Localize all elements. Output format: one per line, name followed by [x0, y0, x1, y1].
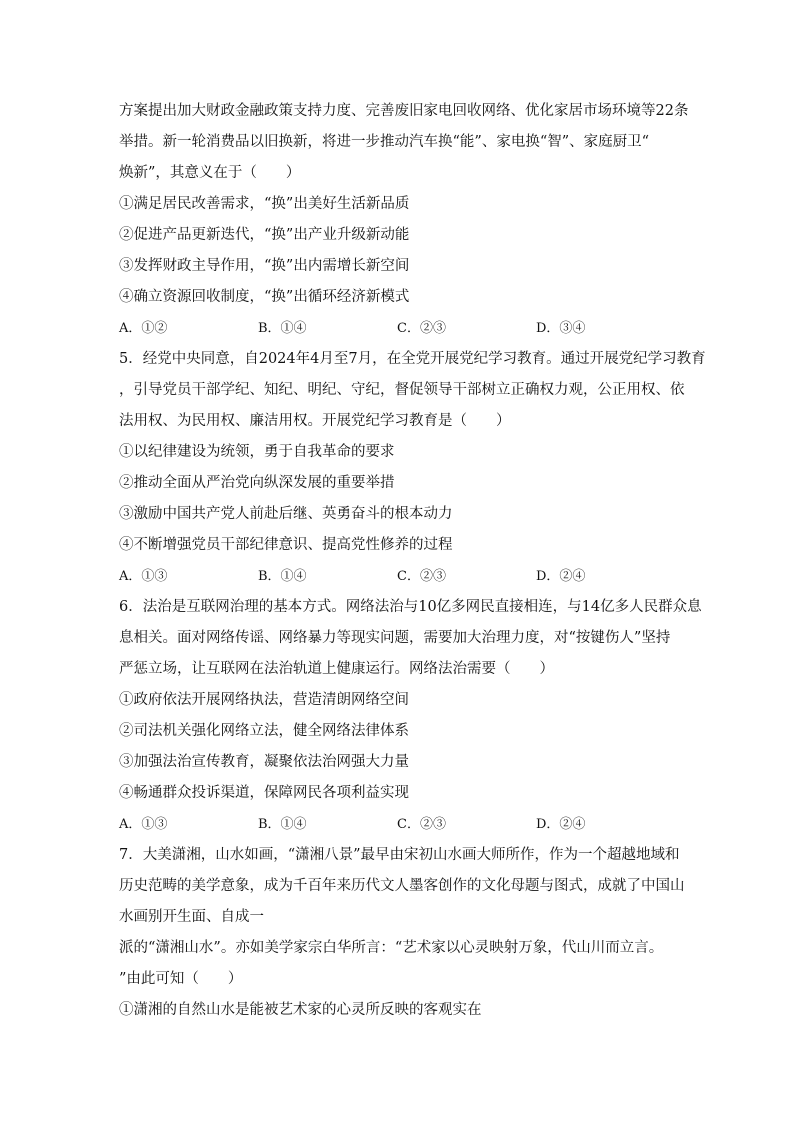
option-a: A．①③: [119, 817, 168, 832]
question-stem-line: 7．大美潇湘，山水如画，“潇湘八景”最早由宋初山水画大师所作，作为一个超越地域和: [119, 847, 680, 863]
statement-2: ②司法机关强化网络立法，健全网络法律体系: [119, 723, 409, 739]
question-5: [119, 344, 706, 592]
question-6: [119, 592, 702, 840]
answer-options: [119, 561, 679, 592]
statement-1: ①以纪律建设为统领，勇于自我革命的要求: [119, 444, 395, 460]
option-b: B．①④: [258, 817, 307, 832]
option-d: D．②④: [536, 569, 586, 584]
question-stem-line: 6．法治是互联网治理的基本方式。网络法治与10亿多网民直接相连，与14亿多人民群众息: [119, 599, 702, 615]
statement-2: ②促进产品更新迭代，“换”出产业升级新动能: [119, 227, 410, 243]
question-stem-line: 息相关。面对网络传谣、网络暴力等现实问题，需要加大治理力度，对“按键伤人”坚持: [119, 630, 671, 646]
option-c: C．②③: [397, 569, 446, 584]
option-c: C．②③: [397, 817, 446, 832]
question-7: [119, 840, 685, 1026]
option-d: D．③④: [536, 321, 586, 336]
option-d: D．②④: [536, 817, 586, 832]
option-c: C．②③: [397, 321, 446, 336]
statement-4: ④畅通群众投诉渠道，保障网民各项利益实现: [119, 785, 409, 801]
statement-3: ③加强法治宣传教育，凝聚依法治网强大力量: [119, 754, 409, 770]
question-stem-line: 法用权、为民用权、廉洁用权。开展党纪学习教育是（ ）: [119, 413, 511, 429]
statement-4: ④确立资源回收制度，“换”出循环经济新模式: [119, 289, 410, 305]
option-b: B．①④: [258, 321, 307, 336]
statement-2: ②推动全面从严治党向纵深发展的重要举措: [119, 475, 395, 491]
statement-3: ③发挥财政主导作用，“换”出内需增长新空间: [119, 258, 410, 274]
question-stem-line: ，引导党员干部学纪、知纪、明纪、守纪，督促领导干部树立正确权力观，公正用权、依: [119, 382, 685, 398]
question-stem-line: 5．经党中央同意，自2024年4月至7月，在全党开展党纪学习教育。通过开展党纪学习教育: [119, 351, 706, 367]
statement-1: ①满足居民改善需求，“换”出美好生活新品质: [119, 196, 410, 212]
question-stem-line: 举措。新一轮消费品以旧换新，将进一步推动汽车换“能”、家电换“智”、家庭厨卫“: [119, 134, 650, 150]
question-stem-line: 严惩立场，让互联网在法治轨道上健康运行。网络法治需要（ ）: [119, 661, 554, 677]
answer-options: [119, 313, 679, 344]
question-stem-line: ”由此可知（ ）: [119, 971, 243, 987]
statement-1: ①政府依法开展网络执法，营造清朗网络空间: [119, 692, 409, 708]
option-a: A．①③: [119, 569, 168, 584]
statement-4: ④不断增强党员干部纪律意识、提高党性修养的过程: [119, 537, 453, 553]
question-stem-line: 焕新”，其意义在于（ ）: [119, 165, 301, 181]
question-4: [119, 96, 689, 344]
question-stem-line: 方案提出加大财政金融政策支持力度、完善废旧家电回收网络、优化家居市场环境等22条: [119, 103, 689, 119]
option-a: A．①②: [119, 321, 168, 336]
statement-1: ①潇湘的自然山水是能被艺术家的心灵所反映的客观实在: [119, 1002, 482, 1018]
option-b: B．①④: [258, 569, 307, 584]
question-stem-line: 历史范畴的美学意象，成为千百年来历代文人墨客创作的文化母题与图式，成就了中国山: [119, 878, 685, 894]
question-stem-line: 派的“潇湘山水”。亦如美学家宗白华所言：“艺术家以心灵映射万象，代山川而立言。: [119, 940, 664, 956]
answer-options: [119, 809, 679, 840]
page-content: [119, 96, 706, 1026]
statement-3: ③激励中国共产党人前赴后继、英勇奋斗的根本动力: [119, 506, 453, 522]
question-stem-line: 水画别开生面、自成一: [119, 909, 264, 925]
